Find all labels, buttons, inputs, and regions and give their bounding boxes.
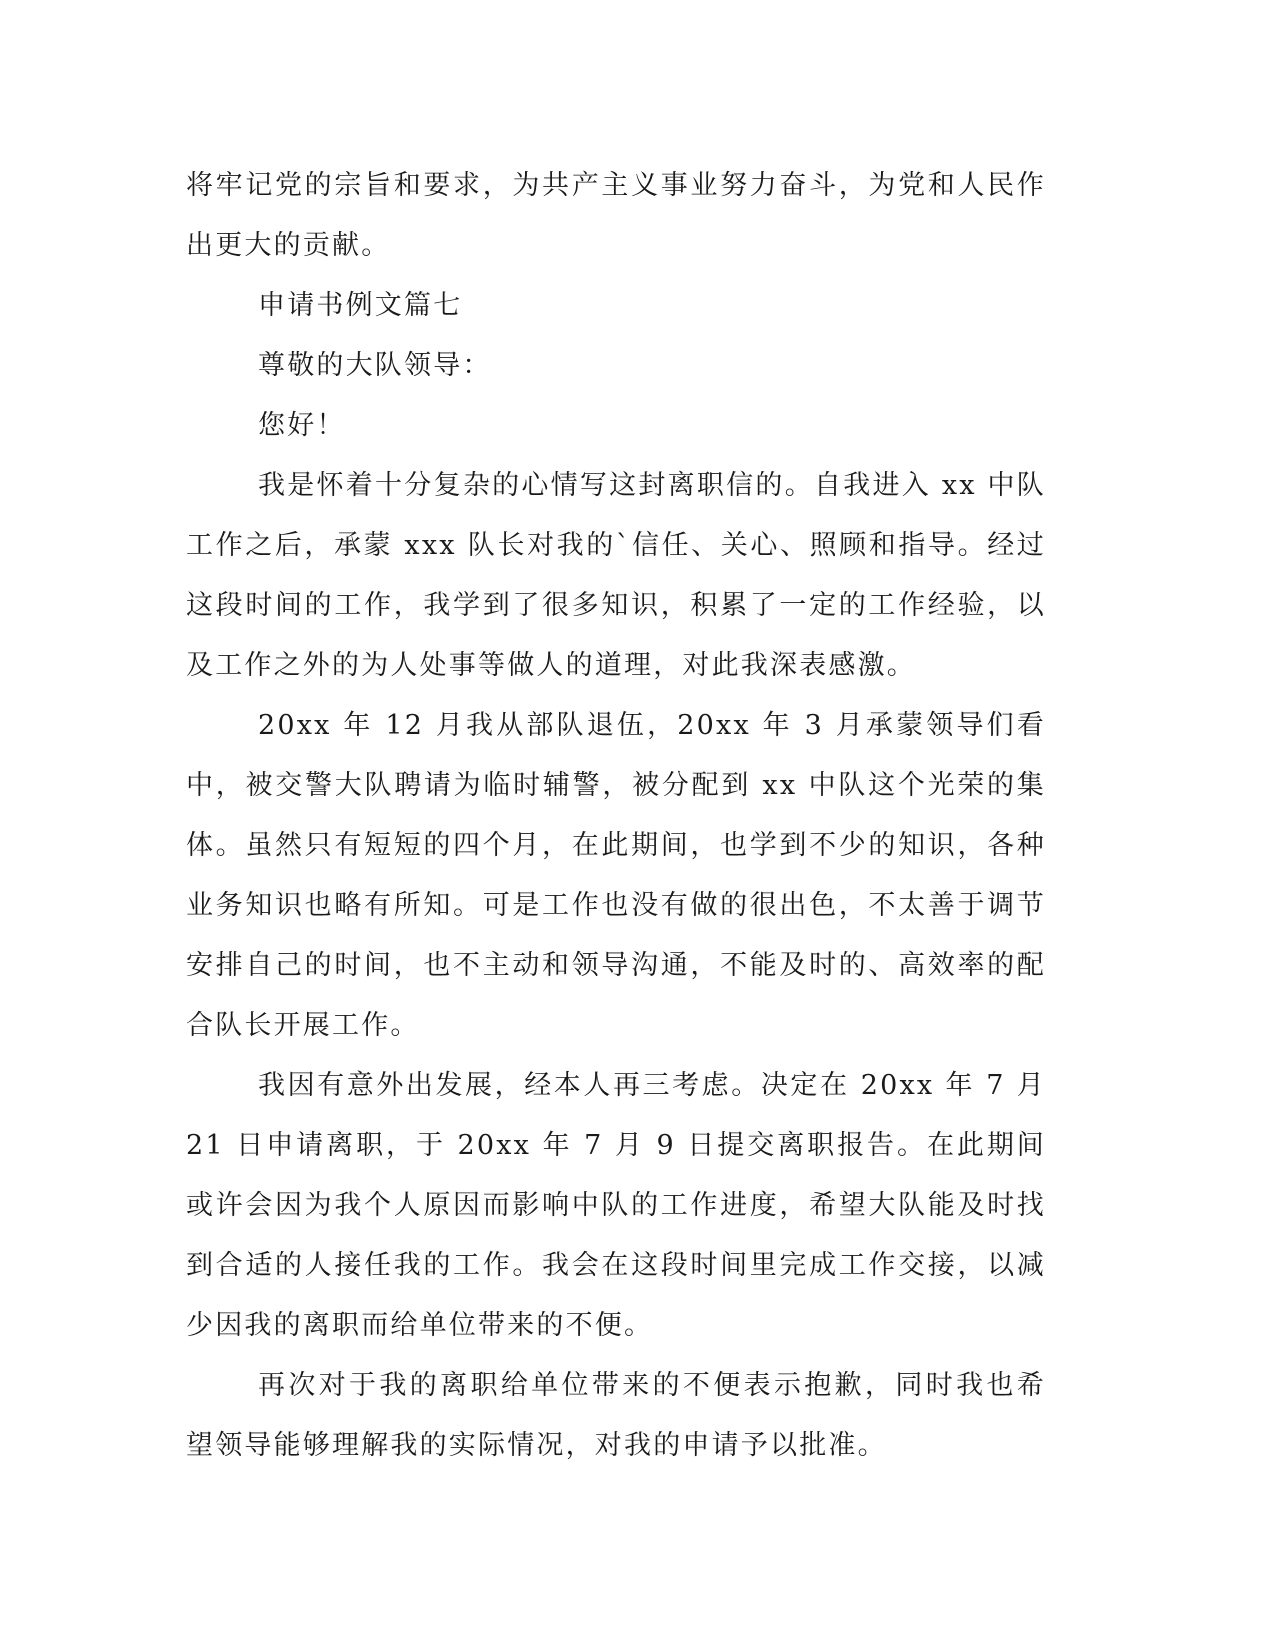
paragraph: 20xx 年 12 月我从部队退伍，20xx 年 3 月承蒙领导们看中，被交警大队聘请为临时辅警，被分配到 xx 中队这个光荣的集体。虽然只有短短的四个月，在此期间，也学到不少的知识，各种业务知识也略有所知。可是工作也没有做的很出色，不太善于调节安排自己的时间，也不主动和领导沟通，不能及时的、高效率的配合队长开展工作。 [186,710,1046,1041]
paragraph: 再次对于我的离职给单位带来的不便表示抱歉，同时我也希望领导能够理解我的实际情况，对我的申请予以批准。 [186,1370,1046,1461]
paragraph-continuation: 将牢记党的宗旨和要求，为共产主义事业努力奋斗，为党和人民作出更大的贡献。 [186,170,1046,261]
paragraph: 我因有意外出发展，经本人再三考虑。决定在 20xx 年 7 月 21 日申请离职，于 20xx 年 7 月 9 日提交离职报告。在此期间或许会因为我个人原因而影响中队的工作进度，希望大队能及时找到合适的人接任我的工作。我会在这段时间里完成工作交接，以减少因我的离职而给单位带来的不便。 [186,1070,1046,1341]
section-title: 申请书例文篇七 [258,290,463,321]
greeting: 您好！ [258,410,346,441]
document-body [186,156,1046,1476]
paragraph: 我是怀着十分复杂的心情写这封离职信的。自我进入 xx 中队工作之后，承蒙 xxx 队长对我的`信任、关心、照顾和指导。经过这段时间的工作，我学到了很多知识，积累了一定的工作经验，以及工作之外的为人处事等做人的道理，对此我深表感激。 [186,470,1046,681]
salutation: 尊敬的大队领导： [258,350,492,381]
